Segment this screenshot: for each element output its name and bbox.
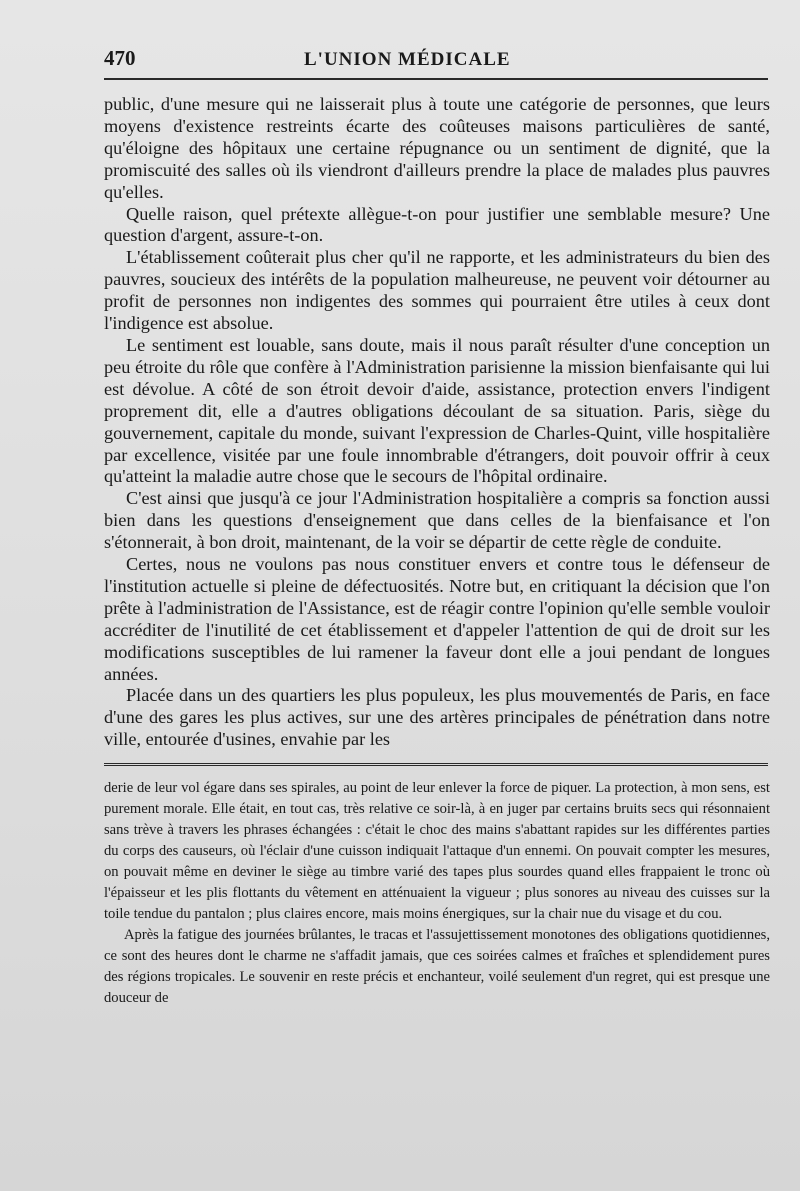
page-number: 470: [104, 46, 136, 70]
body-paragraph: Quelle raison, quel prétexte allègue-t-on pour justifier une semblable mesure? Une question d'argent, assure-t-on.: [104, 203, 770, 246]
body-paragraph: public, d'une mesure qui ne laisserait plus à toute une catégorie de personnes, que leurs moyens d'existence restreints écarte des coûteuses maisons particulières de santé, qu'éloigne des hôpitaux une certaine répugnance ou un sentiment de dignité, que la promiscuité des salles où ils viendront d'ailleurs prendre la place de malades plus pauvres qu'elles.: [104, 94, 770, 202]
footnote-paragraph: Après la fatigue des journées brûlantes, le tracas et l'assujettissement monotones des obligations quotidiennes, ce sont des heures dont le charme ne s'affadit jamais, que ces soirées calmes et fraîches et splendidement pures des régions tropicales. Le souvenir en reste précis et enchanteur, voilé seulement d'un regret, qui est presque une douceur de: [104, 927, 770, 1007]
main-text: [104, 94, 770, 751]
footnote-paragraph: derie de leur vol égare dans ses spirales, au point de leur enlever la force de piquer. La protection, à mon sens, est purement morale. Elle était, en tout cas, très relative ce soir-là, à en juger par certains bruits secs qui résonnaient sans trève à travers les phrases échangées : c'était le choc des mains s'abattant rapides sur les différentes parties du corps des causeurs, où l'éclair d'une cuisson indiquait l'attaque d'un ennemi. On pouvait compter les mesures, on pouvait même en deviner le siège au timbre varié des tapes plus sourdes quand elles frappaient le tronc où l'épaisseur et les plis flottants du vêtement en atténuaient la vigueur ; plus sonores au niveau des cuisses sur la toile tendue du pantalon ; plus claires encore, mais moins énergiques, sur la chair nue du visage et du cou.: [104, 780, 770, 923]
footnote-separator: [104, 763, 768, 772]
running-header: [104, 46, 768, 80]
footnote-text: [104, 778, 770, 1009]
body-paragraph: Certes, nous ne voulons pas nous constituer envers et contre tous le défenseur de l'institution actuelle si pleine de défectuosités. Notre but, en critiquant la décision que l'on prête à l'administration de l'Assistance, est de réagir contre l'opinion qu'elle semble vouloir accréditer de l'inutilité de cet établissement et d'appeler l'attention de qui de droit sur les modifications susceptibles de lui ramener la faveur dont elle a joui pendant de longues années.: [104, 554, 770, 684]
body-paragraph: C'est ainsi que jusqu'à ce jour l'Administration hospitalière a compris sa fonction aussi bien dans les questions d'enseignement que dans celles de la bienfaisance et l'on s'étonnerait, à bon droit, maintenant, de la voir se départir de cette règle de conduite.: [104, 488, 770, 553]
body-paragraph: L'établissement coûterait plus cher qu'il ne rapporte, et les administrateurs du bien des pauvres, soucieux des intérêts de la population malheureuse, ne peuvent voir détourner au profit de personnes non indigentes des sommes qui pourraient être utiles à ceux dont l'indigence est absolue.: [104, 247, 770, 334]
journal-title: L'UNION MÉDICALE: [304, 49, 511, 70]
body-paragraph: Placée dans un des quartiers les plus populeux, les plus mouvementés de Paris, en face d'une des gares les plus actives, sur une des artères principales de pénétration dans notre ville, entourée d'usines, envahie par les: [104, 685, 770, 750]
body-paragraph: Le sentiment est louable, sans doute, mais il nous paraît résulter d'une conception un peu étroite du rôle que confère à l'Administration parisienne la mission bienfaisante qui lui est dévolue. A côté de son étroit devoir d'aide, assistance, protection envers l'indigent proprement dit, elle a d'autres obligations découlant de sa situation. Paris, siège du gouvernement, capitale du monde, suivant l'expression de Charles-Quint, ville hospitalière par excellence, visitée par une foule innombrable d'étrangers, doit pouvoir offrir à ceux qu'atteint la maladie autre chose que le secours de l'hôpital ordinaire.: [104, 334, 770, 487]
